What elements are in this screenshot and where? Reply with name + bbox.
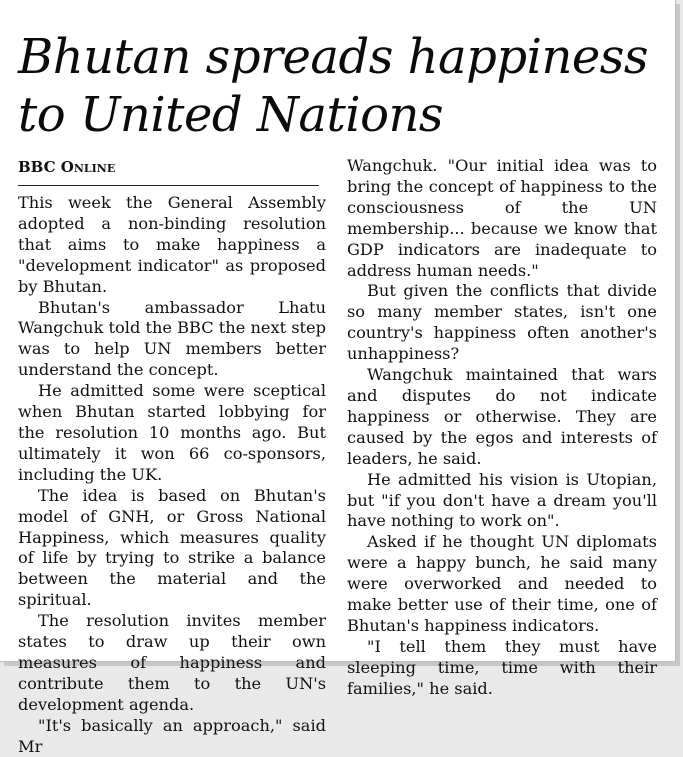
right-column — [347, 156, 657, 700]
left-column — [18, 193, 326, 757]
paragraph: The resolution invites member states to draw up their own measures of happiness and contribute them to the UN's development agenda. — [18, 611, 326, 714]
paragraph: Wangchuk maintained that wars and disputes do not indicate happiness or otherwise. They are caused by the egos and interests of leaders, he said. — [347, 365, 657, 468]
paragraph: Asked if he thought UN diplomats were a happy bunch, he said many were overworked and needed to make better use of their time, one of Bhutan's happiness indicators. — [347, 532, 657, 635]
paragraph: The idea is based on Bhutan's model of GNH, or Gross National Happiness, which measures quality of life by trying to strike a balance between the material and the spiritual. — [18, 485, 326, 610]
byline-text: BBC Online — [18, 158, 116, 176]
paragraph: He admitted his vision is Utopian, but "if you don't have a dream you'll have nothing to work on". — [347, 469, 657, 531]
headline: Bhutan spreads happiness to United Nations — [18, 29, 649, 143]
paragraph: Wangchuk. "Our initial idea was to bring the concept of happiness to the consciousness of the UN membership... because we know that GDP indicators are inadequate to address human needs." — [347, 156, 657, 280]
paragraph: Bhutan's ambassador Lhatu Wangchuk told the BBC the next step was to help UN members better understand the concept. — [18, 297, 326, 380]
paragraph: He admitted some were sceptical when Bhutan started lobbying for the resolution 10 months ago. But ultimately it won 66 co-sponsors, including the UK. — [18, 381, 326, 484]
paragraph: "It's basically an approach," said Mr — [18, 715, 326, 756]
paragraph: But given the conflicts that divide so many member states, isn't one country's happiness often another's unhappiness? — [347, 281, 657, 364]
byline — [18, 158, 115, 176]
paragraph: This week the General Assembly adopted a non-binding resolution that aims to make happiness a "development indicator" as proposed by Bhutan. — [18, 193, 326, 296]
byline-divider — [18, 185, 319, 186]
paragraph: "I tell them they must have sleeping time, time with their families," he said. — [347, 636, 657, 698]
